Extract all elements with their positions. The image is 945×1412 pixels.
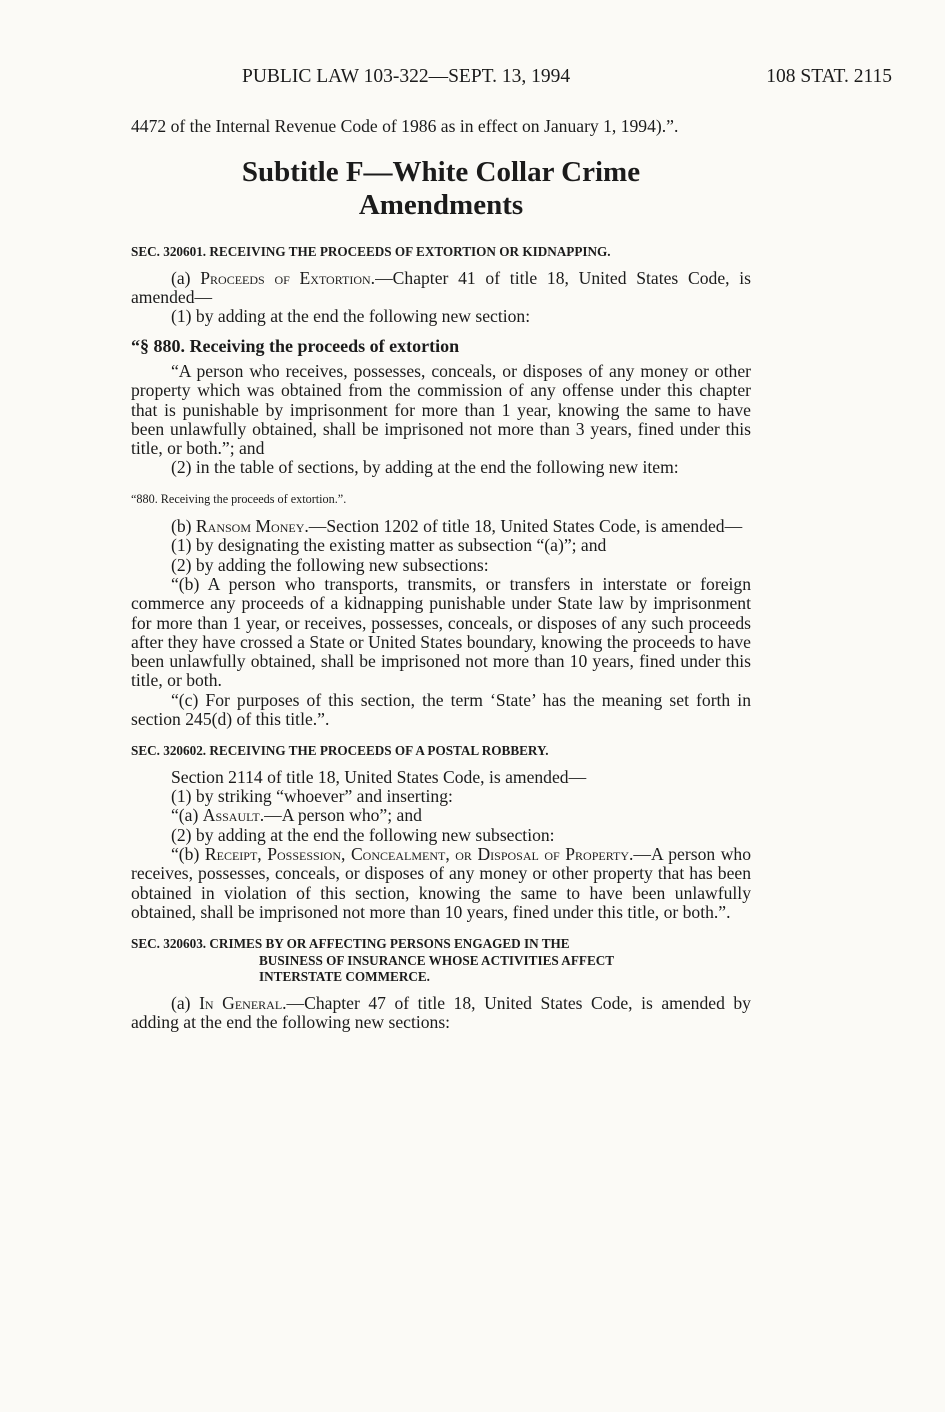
- sec2-quote-b-prefix: “(b): [171, 844, 200, 865]
- intro-paragraph: 4472 of the Internal Revenue Code of 1986 as in effect on January 1, 1994).”.: [131, 116, 679, 136]
- sec2-quote-a-text: .—A person who”; and: [259, 805, 422, 826]
- sec1-b-item-1: (1) by designating the existing matter as subsection “(a)”; and: [171, 535, 607, 556]
- sec3-heading-line-2: BUSINESS OF INSURANCE WHOSE ACTIVITIES AFFECT: [259, 952, 615, 968]
- subtitle-line-2: Amendments: [358, 189, 524, 222]
- sec2-quote-a-prefix: “(a): [171, 805, 199, 826]
- sec1-b-caption: Ransom Money: [195, 516, 305, 537]
- sec1-item-2: (2) in the table of sections, by adding at the end the following new item:: [171, 457, 679, 478]
- sec1-b-text: .—Section 1202 of title 18, United States Code, is amended—: [304, 516, 743, 537]
- sec1-subsection-b: [131, 517, 751, 536]
- sec1-a-label: (a): [171, 267, 191, 288]
- sec2-text: Section 2114 of title 18, United States Code, is amended—: [171, 766, 587, 787]
- sec2-quote-b-text: .—A person who receives, possesses, conceals, or disposes of any money or other property that has been obtained in violation of this section, knowing the same to have been unlawfully obtained, shall be imprisoned not more than 10 years, fined under this title, or both.”.: [131, 844, 751, 922]
- table-of-sections-item: “880. Receiving the proceeds of extortion.”.: [131, 491, 347, 506]
- sec3-a-label: (a): [171, 992, 191, 1013]
- sec3-heading-line-3: INTERSTATE COMMERCE.: [259, 969, 430, 985]
- sec2-quote-a: [131, 806, 751, 825]
- sec2-item-1: (1) by striking “whoever” and inserting:: [171, 786, 453, 807]
- section-880-heading: “§ 880. Receiving the proceeds of extortion: [131, 335, 460, 356]
- section-320603-heading: [131, 936, 751, 986]
- sec3-subsection-a: [131, 994, 751, 1033]
- page-header: [0, 66, 945, 92]
- sec1-b-label: (b): [171, 516, 192, 537]
- section-880-text: “A person who receives, possesses, conceals, or disposes of any money or other property which was obtained from the commission of any offense under this chapter that is punishable by imprisonment for more than 1 year, knowing the same to have been unlawfully obtained, shall be imprisoned not more than 3 years, fined under this title, or both.”; and: [131, 360, 751, 459]
- sec1-item-1: (1) by adding at the end the following new section:: [171, 306, 531, 327]
- sec2-quote-b-caption: Receipt, Possession, Concealment, or Disposal of Property: [204, 844, 629, 865]
- running-title: PUBLIC LAW 103-322—SEPT. 13, 1994: [242, 66, 571, 87]
- sec2-item-2: (2) by adding at the end the following new subsection:: [171, 824, 555, 845]
- subtitle-line-1: Subtitle F—White Collar Crime: [241, 156, 641, 189]
- body-text: [131, 117, 751, 1032]
- subtitle-heading: [131, 156, 751, 222]
- sec1-a-caption: Proceeds of Extortion: [200, 267, 371, 288]
- sec3-heading-line-1: SEC. 320603. CRIMES BY OR AFFECTING PERSONS ENGAGED IN THE: [131, 936, 570, 952]
- sec2-quote-a-caption: Assault: [202, 805, 260, 826]
- section-320602-heading: SEC. 320602. RECEIVING THE PROCEEDS OF A POSTAL ROBBERY.: [131, 743, 549, 759]
- statute-page-number: 108 STAT. 2115: [766, 66, 892, 87]
- sec1-new-subsection-b: “(b) A person who transports, transmits, or transfers in interstate or foreign commerce any proceeds of a kidnapping punishable under State law by imprisonment for more than 1 year, or receives, possesses, conceals, or disposes of any such proceeds after they have crossed a State or United States boundary, knowing the proceeds to have been unlawfully obtained, shall be imprisoned not more than 10 years, fined under this title, or both.: [131, 573, 751, 691]
- sec1-subsection-a: [131, 269, 751, 308]
- sec1-new-subsection-c: “(c) For purposes of this section, the term ‘State’ has the meaning set forth in section 245(d) of this title.”.: [131, 689, 751, 730]
- section-320601-heading: SEC. 320601. RECEIVING THE PROCEEDS OF EXTORTION OR KIDNAPPING.: [131, 244, 611, 260]
- sec2-quote-b: [131, 845, 751, 922]
- sec1-b-item-2: (2) by adding the following new subsections:: [171, 554, 489, 575]
- sec3-a-text: .—Chapter 47 of title 18, United States Code, is amended by adding at the end the following new sections:: [131, 992, 751, 1032]
- sec1-a-text: .—Chapter 41 of title 18, United States Code, is amended—: [131, 267, 751, 308]
- sec3-a-caption: In General: [199, 992, 283, 1013]
